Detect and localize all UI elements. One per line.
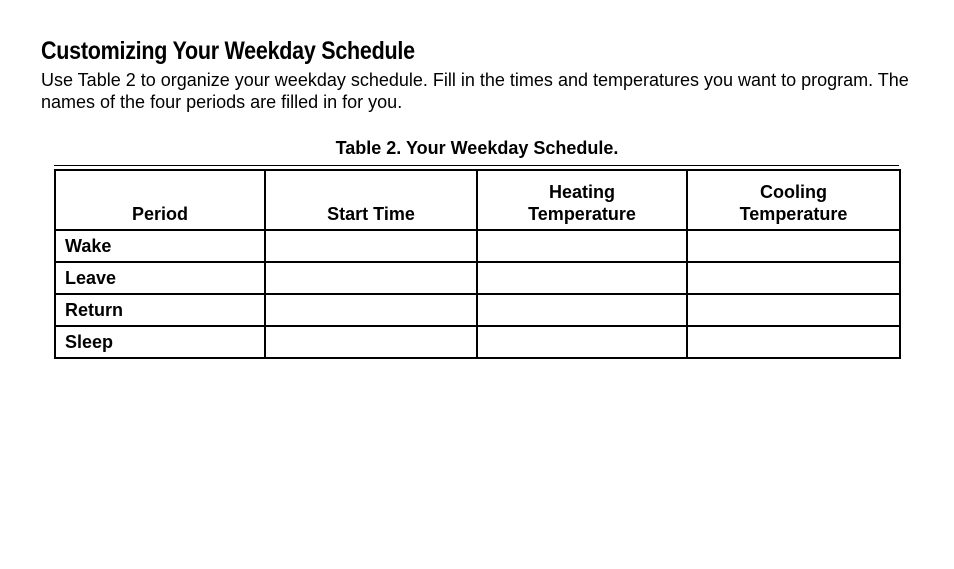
cooling-temperature-cell[interactable] bbox=[687, 294, 900, 326]
heating-temperature-cell[interactable] bbox=[477, 294, 687, 326]
table-row bbox=[55, 230, 900, 262]
table-row bbox=[55, 294, 900, 326]
period-cell-return: Return bbox=[55, 294, 265, 326]
period-cell-leave: Leave bbox=[55, 262, 265, 294]
weekday-schedule-table bbox=[54, 169, 901, 359]
header-cooling-line2: Temperature bbox=[739, 204, 848, 224]
table-header-row bbox=[55, 170, 900, 230]
start-time-cell[interactable] bbox=[265, 230, 477, 262]
start-time-cell[interactable] bbox=[265, 294, 477, 326]
cooling-temperature-cell[interactable] bbox=[687, 326, 900, 358]
header-cooling-line1: Cooling bbox=[760, 182, 827, 202]
period-cell-wake: Wake bbox=[55, 230, 265, 262]
table-row bbox=[55, 326, 900, 358]
start-time-cell[interactable] bbox=[265, 326, 477, 358]
cooling-temperature-cell[interactable] bbox=[687, 230, 900, 262]
section-heading: Customizing Your Weekday Schedule bbox=[41, 37, 415, 65]
cooling-temperature-cell[interactable] bbox=[687, 262, 900, 294]
header-heating-line2: Temperature bbox=[528, 204, 636, 224]
heating-temperature-cell[interactable] bbox=[477, 230, 687, 262]
header-heating-line1: Heating bbox=[548, 182, 615, 202]
header-start-time: Start Time bbox=[265, 170, 477, 230]
heating-temperature-cell[interactable] bbox=[477, 326, 687, 358]
heating-temperature-cell[interactable] bbox=[477, 262, 687, 294]
header-heating-temperature bbox=[477, 170, 687, 230]
table-row bbox=[55, 262, 900, 294]
header-cooling-temperature bbox=[687, 170, 900, 230]
table-top-rule bbox=[54, 165, 899, 166]
header-period: Period bbox=[55, 170, 265, 230]
period-cell-sleep: Sleep bbox=[55, 326, 265, 358]
start-time-cell[interactable] bbox=[265, 262, 477, 294]
intro-paragraph: Use Table 2 to organize your weekday schedule. Fill in the times and temperatures you want to program. The names of the four periods are filled in for you. bbox=[41, 70, 909, 112]
table-caption: Table 2. Your Weekday Schedule. bbox=[335, 138, 619, 158]
